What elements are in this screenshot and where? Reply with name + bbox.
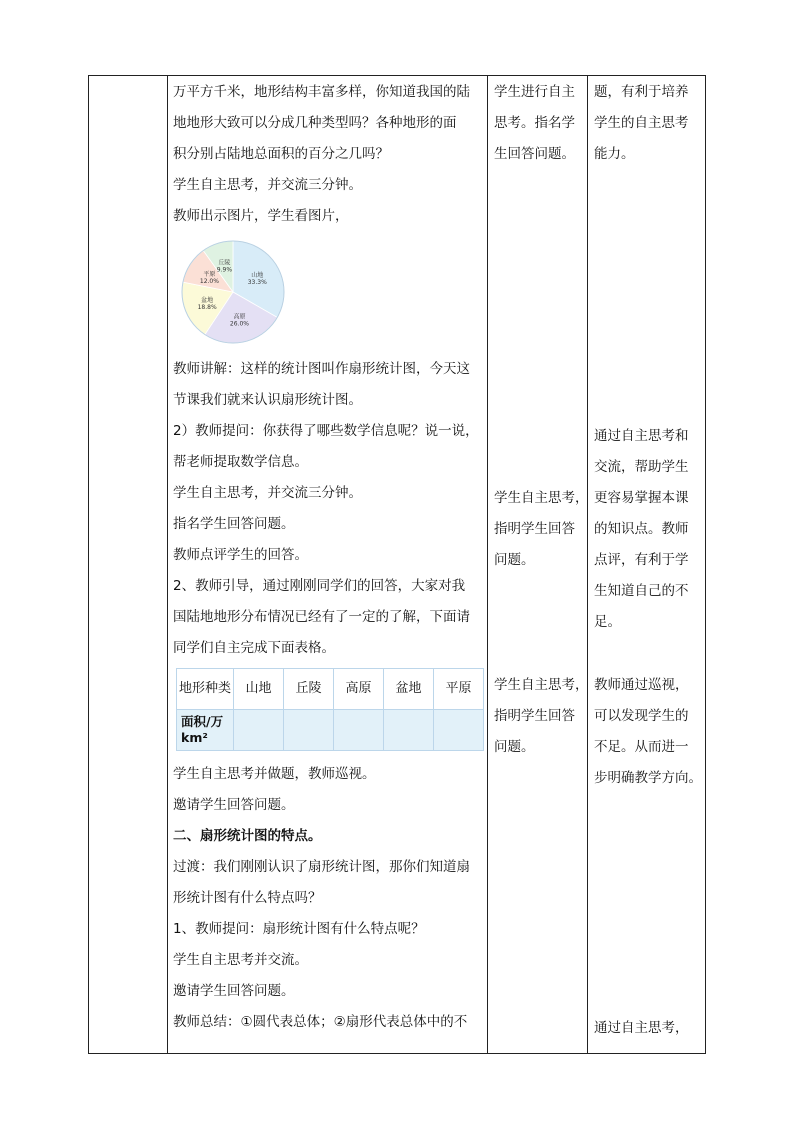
column-divider [587,75,588,1054]
table-cell [384,710,434,751]
table-cell [434,710,484,751]
text-line: 生知道自己的不 [594,583,689,599]
design-intent-column [594,421,704,638]
text-line: 问题。 [494,739,535,755]
text-line: 教师出示图片，学生看图片， [173,208,349,224]
text-line: 地地形大致可以分成几种类型吗？各种地形的面 [173,115,457,131]
table-cell [234,710,284,751]
pie-category-label: 平原 [203,270,216,278]
text-line: 不足。从而进一 [594,739,689,755]
text-line: 教师通过巡视， [594,677,689,693]
table-cell [334,710,384,751]
text-line: 学生自主思考， [494,677,589,693]
text-line: 国陆地地形分布情况已经有了一定的了解，下面请 [173,609,470,625]
student-activity-column [494,77,586,170]
table-header-cell: 平原 [434,669,484,710]
pie-category-label: 丘陵 [218,259,231,267]
pie-value-label: 9.9% [216,266,233,274]
table-header-cell: 盆地 [384,669,434,710]
design-intent-column [594,1013,704,1044]
text-line: 学生进行自主 [494,84,575,100]
text-line: 交流，帮助学生 [594,459,689,475]
text-line: 的知识点。教师 [594,521,689,537]
text-line: 指名学生回答问题。 [173,516,295,532]
text-line: 邀请学生回答问题。 [173,983,295,999]
text-line: 2）教师提问：你获得了哪些数学信息呢？说一说， [173,423,479,439]
text-line: 积分别占陆地总面积的百分之几吗？ [173,146,389,162]
text-line: 学生自主思考并交流。 [173,952,308,968]
student-activity-column [494,670,589,763]
terrain-area-table [176,668,484,751]
pie-category-label: 盆地 [201,296,214,304]
pie-category-label: 高原 [233,313,246,321]
table-row-label: 面积/万km² [177,710,234,751]
table-header-cell: 丘陵 [284,669,334,710]
text-line: 2、教师引导，通过刚刚同学们的回答，大家对我 [173,578,466,594]
section-heading: 二、扇形统计图的特点。 [173,828,322,844]
text-line: 帮老师提取数学信息。 [173,454,308,470]
text-line: 通过自主思考和 [594,428,689,444]
text-line: 教师点评学生的回答。 [173,547,308,563]
text-line: 指明学生回答 [494,708,575,724]
terrain-pie-chart [177,236,289,348]
table-row [177,710,484,751]
design-intent-column [594,670,704,794]
text-line: 步明确教学方向。 [594,770,702,786]
text-line: 同学们自主完成下面表格。 [173,640,335,656]
column-divider [167,75,168,1054]
text-line: 学生自主思考，并交流三分钟。 [173,177,362,193]
pie-value-label: 18.8% [197,303,217,311]
text-line: 1、教师提问：扇形统计图有什么特点呢？ [173,921,425,937]
column-divider [487,75,488,1054]
pie-value-label: 12.0% [199,277,219,285]
text-line: 教师讲解：这样的统计图叫作扇形统计图，今天这 [173,361,470,377]
pie-value-label: 26.0% [229,320,249,328]
text-line: 点评，有利于学 [594,552,689,568]
student-activity-column [494,483,589,576]
text-line: 教师总结：①圆代表总体；②扇形代表总体中的不 [173,1014,468,1030]
teaching-process-column [173,77,485,1038]
text-line: 过渡：我们刚刚认识了扇形统计图，那你们知道扇 [173,859,470,875]
text-line: 邀请学生回答问题。 [173,797,295,813]
design-intent-column [594,77,704,170]
text-line: 学生自主思考， [494,490,589,506]
table-header-row [177,669,484,710]
text-line: 足。 [594,614,621,630]
table-header-cell: 山地 [234,669,284,710]
pie-value-label: 33.3% [247,278,267,286]
text-line: 形统计图有什么特点吗？ [173,890,322,906]
text-line: 学生自主思考，并交流三分钟。 [173,485,362,501]
table-header-cell: 高原 [334,669,384,710]
text-line: 思考。指名学 [494,115,575,131]
text-line: 学生的自主思考 [594,115,689,131]
text-line: 题，有利于培养 [594,84,689,100]
text-line: 能力。 [594,146,635,162]
text-line: 可以发现学生的 [594,708,689,724]
text-line: 指明学生回答 [494,521,575,537]
text-line: 通过自主思考， [594,1020,689,1036]
table-cell [284,710,334,751]
table-header-cell: 地形种类 [177,669,234,710]
text-line: 万平方千米，地形结构丰富多样，你知道我国的陆 [173,84,470,100]
text-line: 节课我们就来认识扇形统计图。 [173,392,362,408]
text-line: 问题。 [494,552,535,568]
text-line: 更容易掌握本课 [594,490,689,506]
text-line: 生回答问题。 [494,146,575,162]
pie-category-label: 山地 [251,271,264,279]
text-line: 学生自主思考并做题，教师巡视。 [173,766,376,782]
